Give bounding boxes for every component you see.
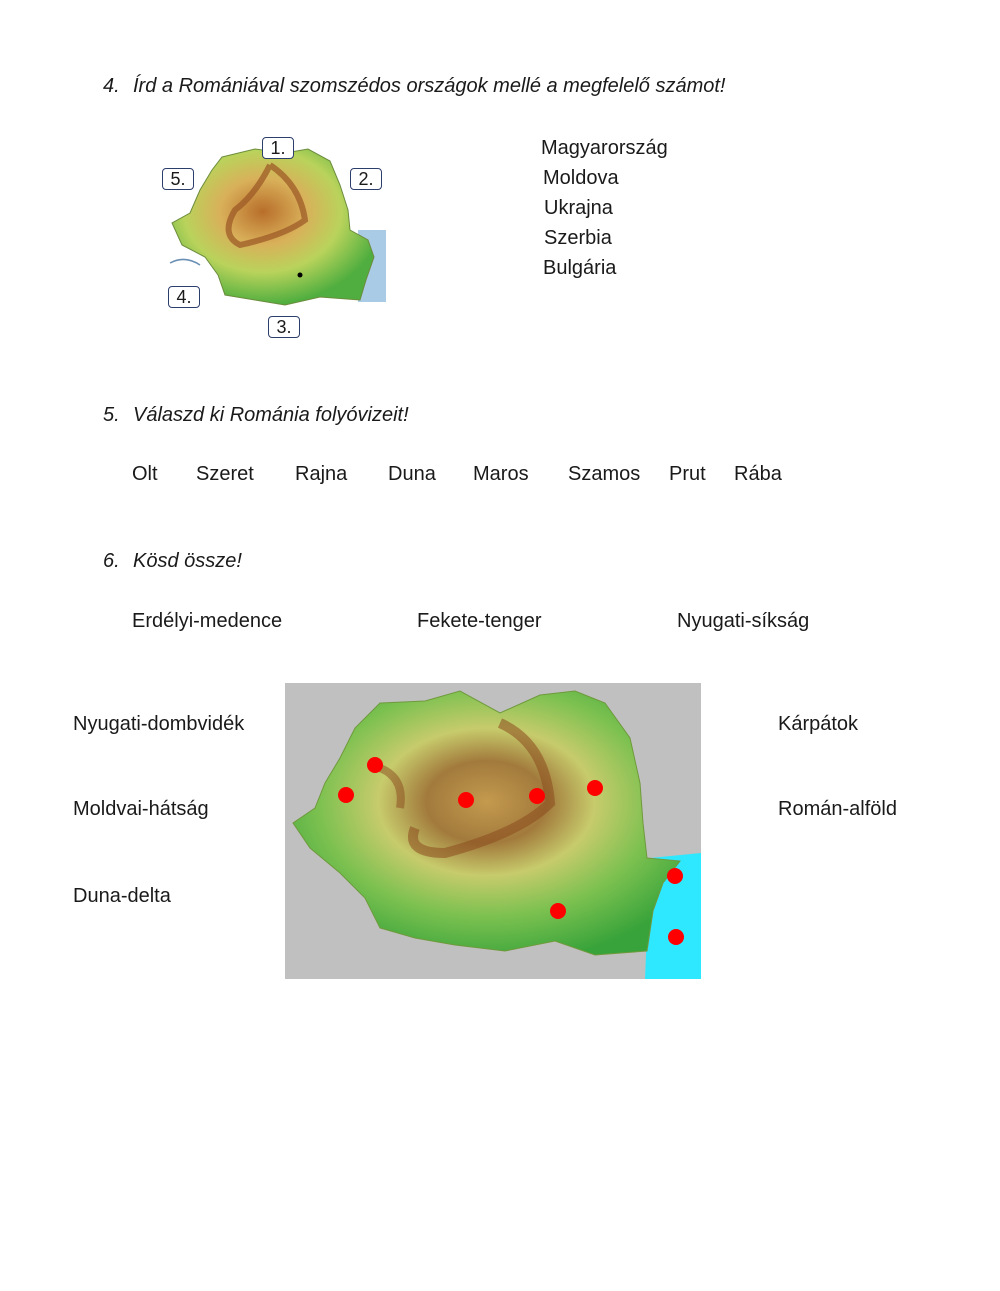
label-duna-delta[interactable]: Duna-delta [73, 885, 171, 907]
question-number: 5. [103, 404, 120, 426]
river-option[interactable]: Szamos [568, 463, 641, 485]
country-bulgaria[interactable]: Bulgária [543, 257, 617, 279]
question-number: 6. [103, 550, 120, 572]
river-option[interactable]: Olt [132, 463, 158, 485]
label-karpatok[interactable]: Kárpátok [778, 713, 859, 735]
relief-map-romania [285, 683, 701, 979]
map-dot[interactable] [668, 929, 684, 945]
number-box-5[interactable]: 5. [162, 168, 194, 190]
number-box-1[interactable]: 1. [262, 137, 294, 159]
map-dot[interactable] [367, 757, 383, 773]
map-dot[interactable] [667, 868, 683, 884]
river-option[interactable]: Rába [734, 463, 782, 485]
question-text: Írd a Romániával szomszédos országok mellé a megfelelő számot! [133, 75, 726, 97]
question-5 [103, 404, 409, 427]
small-romania-map [160, 135, 390, 340]
country-ukraine[interactable]: Ukrajna [544, 197, 613, 219]
river-option[interactable]: Maros [473, 463, 529, 485]
country-serbia[interactable]: Szerbia [544, 227, 612, 249]
label-moldvai-hatsag[interactable]: Moldvai-hátság [73, 798, 209, 820]
number-box-2[interactable]: 2. [350, 168, 382, 190]
map-dot[interactable] [458, 792, 474, 808]
label-roman-alfold[interactable]: Román-alföld [778, 798, 897, 820]
map-dot[interactable] [338, 787, 354, 803]
river-option[interactable]: Szeret [196, 463, 254, 485]
river-option[interactable]: Duna [388, 463, 436, 485]
map-dot[interactable] [529, 788, 545, 804]
label-nyugati-siksag[interactable]: Nyugati-síkság [677, 610, 810, 632]
question-6 [103, 550, 242, 573]
label-erdelyi-medence[interactable]: Erdélyi-medence [132, 610, 283, 632]
label-fekete-tenger[interactable]: Fekete-tenger [417, 610, 542, 632]
question-number: 4. [103, 75, 120, 97]
map-dot[interactable] [550, 903, 566, 919]
country-moldova[interactable]: Moldova [543, 167, 619, 189]
river-option[interactable]: Prut [669, 463, 706, 485]
river-option[interactable]: Rajna [295, 463, 348, 485]
label-nyugati-dombvidek[interactable]: Nyugati-dombvidék [73, 713, 245, 735]
number-box-4[interactable]: 4. [168, 286, 200, 308]
map-dot[interactable] [587, 780, 603, 796]
question-4 [103, 75, 725, 98]
question-text: Kösd össze! [133, 550, 242, 572]
number-box-3[interactable]: 3. [268, 316, 300, 338]
question-text: Válaszd ki Románia folyóvizeit! [133, 404, 409, 426]
country-hungary[interactable]: Magyarország [541, 137, 668, 159]
